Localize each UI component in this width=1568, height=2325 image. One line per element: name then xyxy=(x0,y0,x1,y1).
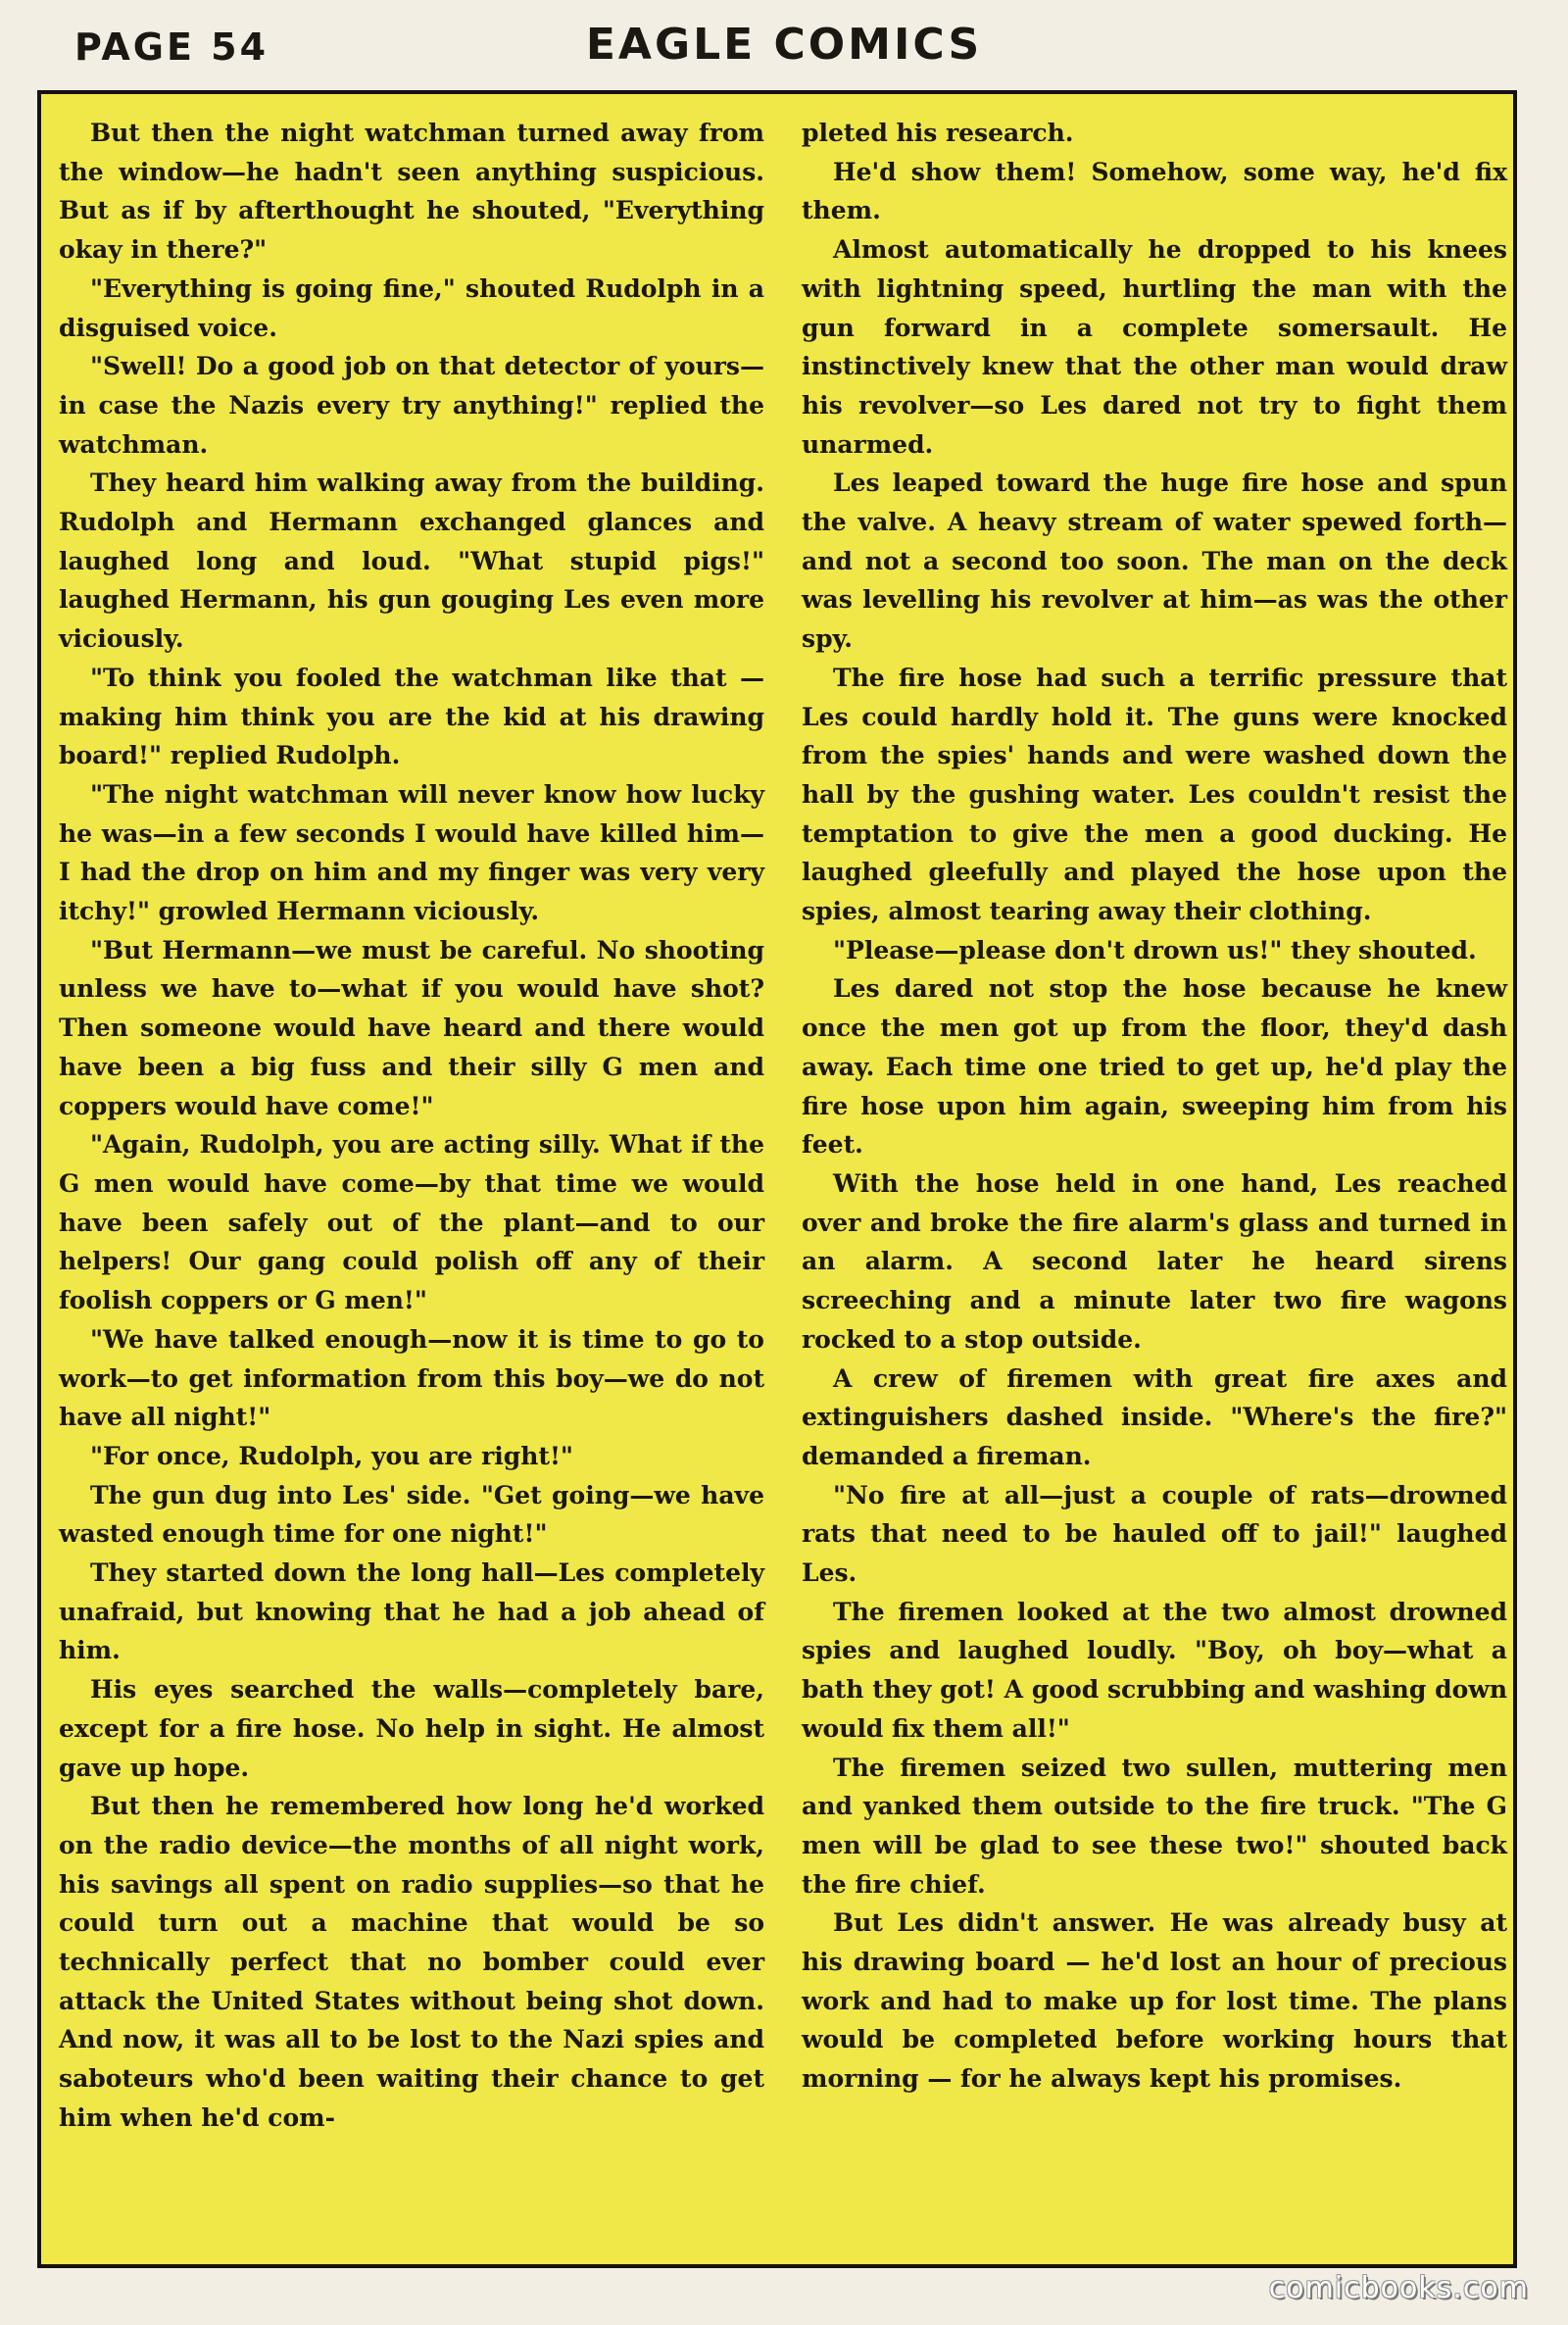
paragraph: Almost automatically he dropped to his knees with lightning speed, hurtling the man with the gun forward in a complete somersault. He instinctively knew that the other man would draw his revolver—so Les dared not try to fight them unarmed. xyxy=(802,235,1507,459)
paragraph: He'd show them! Somehow, some way, he'd fix them. xyxy=(802,157,1507,225)
paragraph: But Les didn't answer. He was already busy at his drawing board — he'd lost an hour of precious work and had to make up for lost time. The plans would be completed before working hours that morning — for he always kept his promises. xyxy=(802,1908,1507,2094)
paragraph: "Please—please don't drown us!" they shouted. xyxy=(833,935,1477,965)
magazine-title: EAGLE COMICS xyxy=(585,20,983,70)
text-panel-inner xyxy=(59,114,1507,2241)
text-panel xyxy=(37,90,1517,2268)
paragraph: The firemen seized two sullen, muttering men and yanked them outside to the fire truck. "The G men will be glad to see these two!" shouted back the fire chief. xyxy=(802,1753,1507,1899)
paragraph: "For once, Rudolph, you are right!" xyxy=(90,1441,573,1470)
site-watermark: comicbooks.com xyxy=(1268,2271,1529,2305)
right-column xyxy=(802,114,1507,2241)
paragraph: His eyes searched the walls—completely bare, except for a fire hose. No help in sight. He almost gave up hope. xyxy=(59,1675,764,1782)
paragraph: "Swell! Do a good job on that detector of yours—in case the Nazis every try anything!" replied the watchman. xyxy=(59,352,764,459)
paragraph: "No fire at all—just a couple of rats—drowned rats that need to be hauled off to jail!" laughed Les. xyxy=(802,1480,1507,1588)
paragraph: But then the night watchman turned away from the window—he hadn't seen anything suspicious. But as if by afterthought he shouted, "Everything okay in there?" xyxy=(59,119,764,265)
paragraph: The gun dug into Les' side. "Get going—we have wasted enough time for one night!" xyxy=(59,1480,764,1549)
paragraph: The firemen looked at the two almost drowned spies and laughed loudly. "Boy, oh boy—what a bath they got! A good scrubbing and washing down would fix them all!" xyxy=(802,1597,1507,1743)
paragraph: With the hose held in one hand, Les reached over and broke the fire alarm's glass and turned in an alarm. A second later he heard sirens screeching and a minute later two fire wagons rocked to a stop outside. xyxy=(802,1168,1507,1354)
paragraph: "The night watchman will never know how lucky he was—in a few seconds I would have killed him—I had the drop on him and my finger was very very itchy!" growled Hermann viciously. xyxy=(59,779,764,926)
left-column xyxy=(59,114,764,2241)
paragraph: "Again, Rudolph, you are acting silly. What if the G men would have come—by that time we would have been safely out of the plant—and to our helpers! Our gang could polish off any of their foolish coppers or G men!" xyxy=(59,1130,764,1315)
paragraph: The fire hose had such a terrific pressure that Les could hardly hold it. The guns were knocked from the spies' hands and were washed down the hall by the gushing water. Les couldn't resist the temptation to give the men a good ducking. He laughed gleefully and played the hose upon the spies, almost tearing away their clothing. xyxy=(802,663,1507,926)
page-number-label: PAGE 54 xyxy=(74,25,270,69)
paragraph: "We have talked enough—now it is time to go to work—to get information from this boy—we do not have all night!" xyxy=(59,1324,764,1432)
paragraph: Les dared not stop the hose because he knew once the men got up from the floor, they'd dash away. Each time one tried to get up, he'd play the fire hose upon him again, sweeping him from his feet. xyxy=(802,974,1507,1160)
paragraph: They heard him walking away from the building. Rudolph and Hermann exchanged glances and laughed long and loud. "What stupid pigs!" laughed Hermann, his gun gouging Les even more viciously. xyxy=(59,469,764,654)
paragraph: "To think you fooled the watchman like that —making him think you are the kid at his drawing board!" replied Rudolph. xyxy=(59,663,764,770)
paragraph-continuation: pleted his research. xyxy=(802,119,1074,147)
paragraph: "But Hermann—we must be careful. No shooting unless we have to—what if you would have shot? Then someone would have heard and there would have been a big fuss and their silly G men and coppers would have come!" xyxy=(59,935,764,1120)
paragraph: They started down the long hall—Les completely unafraid, but knowing that he had a job ahead of him. xyxy=(59,1558,764,1665)
paragraph: "Everything is going fine," shouted Rudolph in a disguised voice. xyxy=(59,273,764,342)
paragraph: A crew of firemen with great fire axes and extinguishers dashed inside. "Where's the fire?" demanded a fireman. xyxy=(802,1363,1507,1470)
paragraph: But then he remembered how long he'd worked on the radio device—the months of all night work, his savings all spent on radio supplies—so that he could turn out a machine that would be so technically perfect that no bomber could ever attack the United States without being shot down. And now, it was all to be lost to the Nazi spies and saboteurs who'd been waiting their chance to get him when he'd com- xyxy=(59,1792,764,2132)
page-header xyxy=(0,0,1568,88)
paragraph: Les leaped toward the huge fire hose and spun the valve. A heavy stream of water spewed forth—and not a second too soon. The man on the deck was levelling his revolver at him—as was the other spy. xyxy=(802,469,1507,654)
